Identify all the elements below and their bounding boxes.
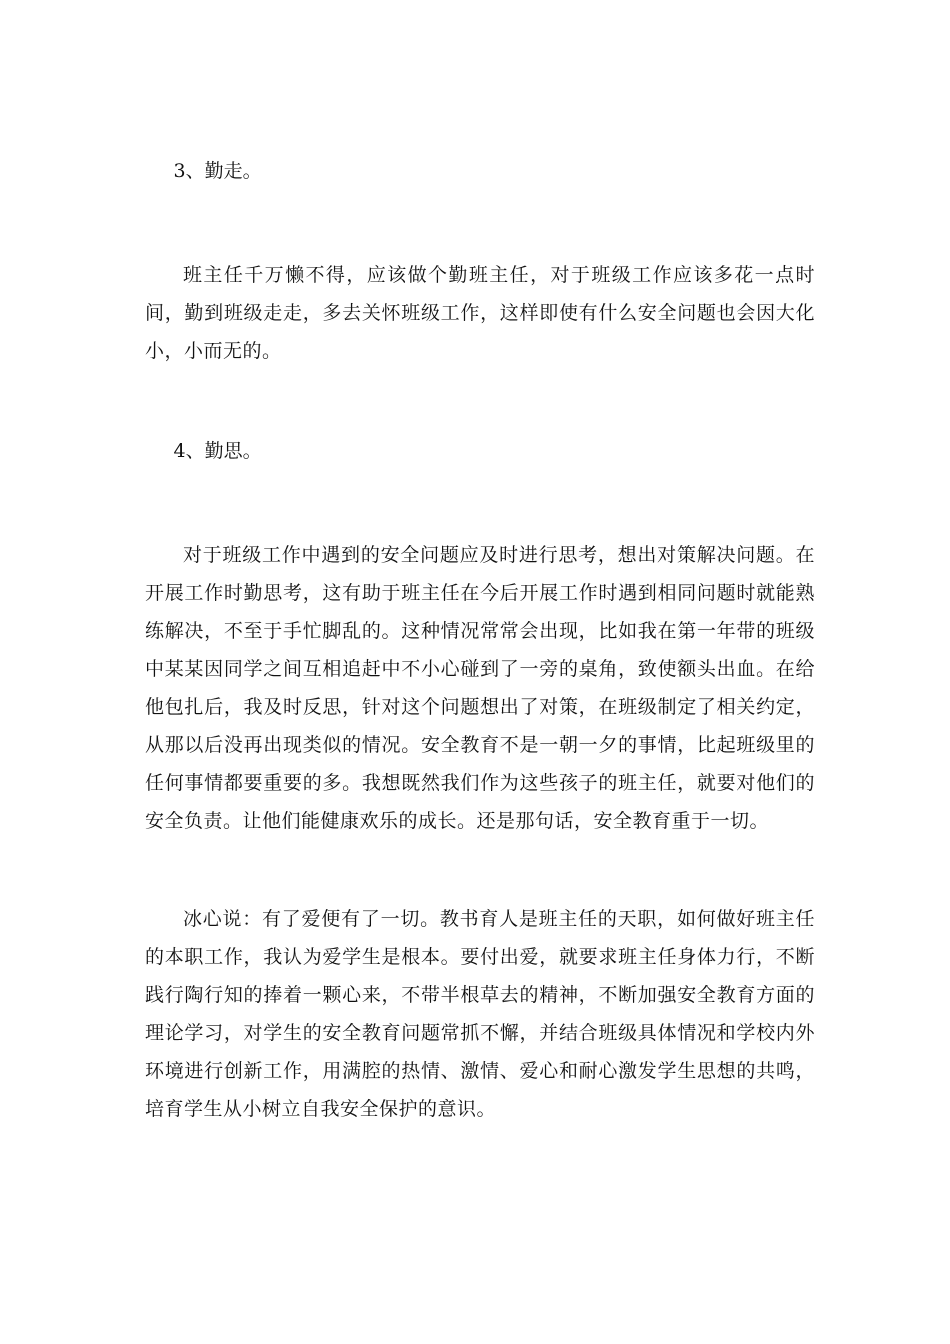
section-heading-4: 4、勤思。 (173, 440, 262, 462)
section-heading-3: 3、勤走。 (173, 160, 262, 182)
paragraph-love-students: 冰心说：有了爱便有了一切。教书育人是班主任的天职，如何做好班主任的本职工作，我认为爱学生是根本。要付出爱，就要求班主任身体力行，不断践行陶行知的捧着一颗心来，不带半根草去的精神，不断加强安全教育方面的理论学习，对学生的安全教育问题常抓不懈，并结合班级具体情况和学校内外环境进行创新工作，用满腔的热情、激情、爱心和耐心激发学生思想的共鸣，培育学生从小树立自我安全保护的意识。 (145, 908, 815, 1120)
paragraph-diligent-walking: 班主任千万懒不得，应该做个勤班主任，对于班级工作应该多花一点时间，勤到班级走走，多去关怀班级工作，这样即使有什么安全问题也会因大化小，小而无的。 (145, 264, 815, 362)
paragraph-diligent-thinking: 对于班级工作中遇到的安全问题应及时进行思考，想出对策解决问题。在开展工作时勤思考，这有助于班主任在今后开展工作时遇到相同问题时就能熟练解决，不至于手忙脚乱的。这种情况常常会出现，比如我在第一年带的班级中某某因同学之间互相追赶中不小心碰到了一旁的桌角，致使额头出血。在给他包扎后，我及时反思，针对这个问题想出了对策，在班级制定了相关约定，从那以后没再出现类似的情况。安全教育不是一朝一夕的事情，比起班级里的任何事情都要重要的多。我想既然我们作为这些孩子的班主任，就要对他们的安全负责。让他们能健康欢乐的成长。还是那句话，安全教育重于一切。 (145, 544, 815, 832)
